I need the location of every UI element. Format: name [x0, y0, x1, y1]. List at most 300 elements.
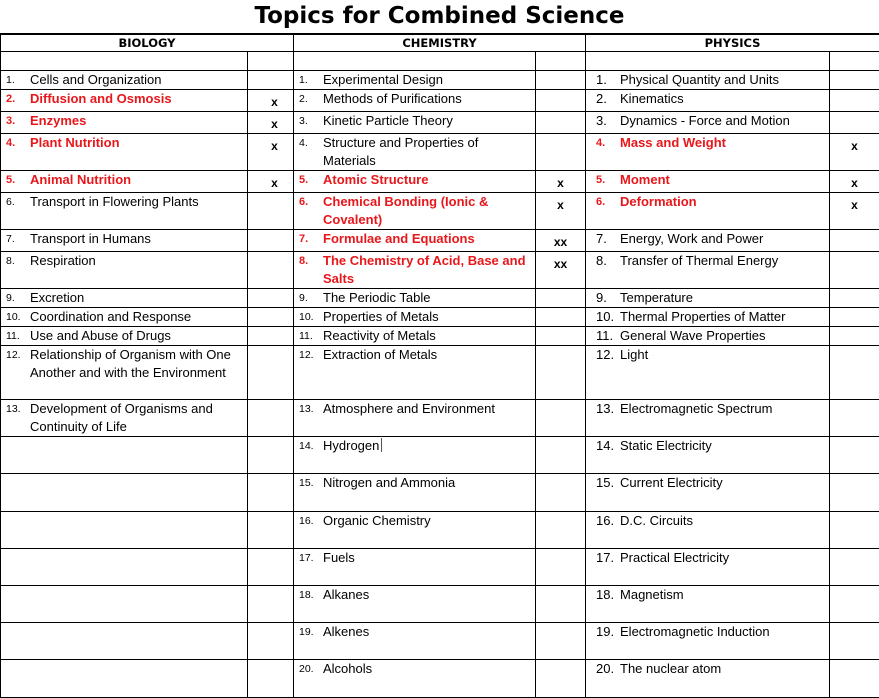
- chem-topic-cell: [294, 474, 536, 512]
- mark-x: x: [851, 137, 858, 155]
- bio-topic: [1, 308, 247, 326]
- topic-number: 10.: [294, 308, 323, 326]
- topic-number: 17.: [586, 549, 620, 567]
- mark-x: x: [851, 196, 858, 214]
- topic-number: 16.: [294, 512, 323, 530]
- topic-number: 11.: [1, 327, 30, 345]
- topic-name: Diffusion and Osmosis: [30, 91, 172, 106]
- topic-name: Atmosphere and Environment: [323, 401, 495, 416]
- chem-topic: [294, 586, 535, 604]
- text-cursor: [381, 438, 382, 452]
- table-row: [1, 134, 879, 171]
- chem-topic-cell: [294, 171, 536, 193]
- chem-topic: [294, 346, 535, 364]
- topic-number: 5.: [586, 171, 620, 189]
- topic-number: 4.: [1, 134, 30, 152]
- topic-name: Respiration: [30, 253, 96, 268]
- chem-topic: [294, 474, 535, 492]
- bio-mark-cell: [248, 289, 294, 308]
- phy-topic: [586, 586, 829, 604]
- chem-topic-cell: [294, 512, 536, 549]
- bio-topic-cell: [1, 586, 248, 623]
- topic-name: Energy, Work and Power: [620, 231, 763, 246]
- phy-topic-cell: [586, 549, 830, 586]
- bio-topic: [1, 90, 247, 108]
- phy-topic: [586, 437, 829, 455]
- chem-mark-cell: [536, 586, 586, 623]
- chem-topic: [294, 112, 535, 130]
- chem-topic: [294, 437, 535, 455]
- table-row: [1, 230, 879, 252]
- topic-number: 7.: [294, 230, 323, 248]
- phy-topic-cell: [586, 193, 830, 230]
- topic-name: The nuclear atom: [620, 661, 721, 676]
- phy-topic: [586, 660, 829, 678]
- mark-x: xx: [554, 233, 567, 251]
- topic-number: 20.: [586, 660, 620, 678]
- spacer-row: [1, 52, 879, 71]
- phy-mark-cell: [830, 400, 879, 437]
- topic-number: 1.: [294, 71, 323, 89]
- phy-mark-cell: [830, 586, 879, 623]
- bio-mark-cell: [248, 112, 294, 134]
- phy-topic: [586, 549, 829, 567]
- phy-mark-cell: [830, 112, 879, 134]
- empty-cell: [536, 52, 586, 71]
- chem-mark-cell: [536, 289, 586, 308]
- bio-mark-cell: [248, 437, 294, 474]
- chem-mark-cell: [536, 90, 586, 112]
- bio-topic-cell: [1, 90, 248, 112]
- topic-number: 20.: [294, 660, 323, 678]
- topic-name: Methods of Purifications: [323, 91, 462, 106]
- phy-topic: [586, 512, 829, 530]
- bio-topic-cell: [1, 437, 248, 474]
- topic-number: 12.: [1, 346, 30, 364]
- chem-mark-cell: [536, 512, 586, 549]
- topic-name: Practical Electricity: [620, 550, 729, 565]
- phy-topic-cell: [586, 134, 830, 171]
- bio-mark-cell: [248, 171, 294, 193]
- topic-number: 2.: [1, 90, 30, 108]
- topic-number: 6.: [586, 193, 620, 211]
- topic-name: Reactivity of Metals: [323, 328, 436, 343]
- chem-mark-cell: [536, 71, 586, 90]
- topic-name: Current Electricity: [620, 475, 723, 490]
- phy-topic-cell: [586, 400, 830, 437]
- topic-name: Animal Nutrition: [30, 172, 131, 187]
- table-row: [1, 660, 879, 698]
- table-row: [1, 327, 879, 346]
- table-row: [1, 308, 879, 327]
- chem-topic-cell: [294, 112, 536, 134]
- chem-topic-cell: [294, 586, 536, 623]
- bio-topic-cell: [1, 230, 248, 252]
- phy-topic: [586, 112, 829, 130]
- topic-name: Excretion: [30, 290, 84, 305]
- topic-name: Kinematics: [620, 91, 684, 106]
- chem-mark-cell: [536, 171, 586, 193]
- topic-number: 9.: [586, 289, 620, 307]
- phy-mark-cell: [830, 437, 879, 474]
- phy-topic-cell: [586, 660, 830, 698]
- table-row: [1, 623, 879, 660]
- bio-topic-cell: [1, 112, 248, 134]
- chem-mark-cell: [536, 327, 586, 346]
- chem-topic-cell: [294, 308, 536, 327]
- chem-topic: [294, 193, 535, 229]
- phy-topic: [586, 623, 829, 641]
- bio-mark-cell: [248, 71, 294, 90]
- chem-topic: [294, 289, 535, 307]
- bio-topic: [1, 171, 247, 189]
- empty-cell: [248, 52, 294, 71]
- chem-mark-cell: [536, 474, 586, 512]
- topic-number: 7.: [1, 230, 30, 248]
- bio-mark-cell: [248, 134, 294, 171]
- chem-topic: [294, 71, 535, 89]
- topic-name: Physical Quantity and Units: [620, 72, 779, 87]
- table-row: [1, 549, 879, 586]
- phy-topic-cell: [586, 252, 830, 289]
- phy-mark-cell: [830, 549, 879, 586]
- topic-number: 7.: [586, 230, 620, 248]
- chem-mark-cell: [536, 193, 586, 230]
- bio-mark-cell: [248, 193, 294, 230]
- chem-topic: [294, 400, 535, 418]
- phy-topic-cell: [586, 474, 830, 512]
- bio-topic-cell: [1, 171, 248, 193]
- bio-mark-cell: [248, 252, 294, 289]
- bio-topic-cell: [1, 660, 248, 698]
- biology-header: BIOLOGY: [1, 35, 294, 52]
- phy-mark-cell: [830, 327, 879, 346]
- topic-name: Formulae and Equations: [323, 231, 475, 246]
- bio-topic: [1, 134, 247, 152]
- topic-name: Deformation: [620, 194, 697, 209]
- phy-topic: [586, 230, 829, 248]
- topic-number: 19.: [294, 623, 323, 641]
- bio-mark-cell: [248, 400, 294, 437]
- phy-mark-cell: [830, 289, 879, 308]
- phy-topic: [586, 71, 829, 89]
- bio-topic-cell: [1, 327, 248, 346]
- chemistry-header: CHEMISTRY: [294, 35, 586, 52]
- phy-topic: [586, 327, 829, 345]
- empty-cell: [294, 52, 536, 71]
- topic-name: Transfer of Thermal Energy: [620, 253, 778, 268]
- chem-topic-cell: [294, 400, 536, 437]
- chem-mark-cell: [536, 346, 586, 400]
- phy-topic: [586, 289, 829, 307]
- bio-topic: [1, 230, 247, 248]
- table-row: [1, 289, 879, 308]
- chem-topic: [294, 171, 535, 189]
- phy-topic-cell: [586, 346, 830, 400]
- phy-topic-cell: [586, 623, 830, 660]
- chem-topic: [294, 327, 535, 345]
- topic-name: Cells and Organization: [30, 72, 162, 87]
- bio-topic: [1, 252, 247, 270]
- topic-number: 9.: [1, 289, 30, 307]
- phy-topic: [586, 171, 829, 189]
- topic-name: Nitrogen and Ammonia: [323, 475, 455, 490]
- topic-number: 4.: [586, 134, 620, 152]
- chem-topic-cell: [294, 549, 536, 586]
- phy-topic: [586, 134, 829, 152]
- bio-topic-cell: [1, 549, 248, 586]
- topic-name: Relationship of Organism with One Another and with the Environment: [30, 347, 231, 380]
- chem-topic: [294, 90, 535, 108]
- topic-number: 19.: [586, 623, 620, 641]
- chem-topic-cell: [294, 289, 536, 308]
- chem-topic-cell: [294, 623, 536, 660]
- topic-number: 2.: [586, 90, 620, 108]
- topic-number: 3.: [586, 112, 620, 130]
- phy-mark-cell: [830, 171, 879, 193]
- chem-topic-cell: [294, 437, 536, 474]
- topic-number: 16.: [586, 512, 620, 530]
- phy-topic-cell: [586, 112, 830, 134]
- phy-topic-cell: [586, 171, 830, 193]
- topic-number: 5.: [1, 171, 30, 189]
- mark-x: x: [851, 174, 858, 192]
- phy-topic-cell: [586, 90, 830, 112]
- topic-number: 13.: [294, 400, 323, 418]
- bio-topic-cell: [1, 134, 248, 171]
- topic-number: 6.: [294, 193, 323, 211]
- topic-name: Electromagnetic Induction: [620, 624, 770, 639]
- phy-mark-cell: [830, 90, 879, 112]
- phy-topic: [586, 252, 829, 270]
- mark-x: x: [271, 137, 278, 155]
- phy-topic: [586, 193, 829, 211]
- topic-name: Fuels: [323, 550, 355, 565]
- bio-mark-cell: [248, 623, 294, 660]
- phy-mark-cell: [830, 230, 879, 252]
- phy-topic: [586, 90, 829, 108]
- page-title: Topics for Combined Science: [0, 0, 879, 34]
- topic-number: 17.: [294, 549, 323, 567]
- bio-topic-cell: [1, 71, 248, 90]
- phy-topic-cell: [586, 230, 830, 252]
- header-row: [1, 35, 879, 52]
- topic-number: 8.: [586, 252, 620, 270]
- bio-topic: [1, 400, 247, 436]
- bio-topic-cell: [1, 252, 248, 289]
- phy-mark-cell: [830, 623, 879, 660]
- topic-name: Static Electricity: [620, 438, 712, 453]
- chem-topic-cell: [294, 71, 536, 90]
- topic-number: 3.: [294, 112, 323, 130]
- phy-topic-cell: [586, 437, 830, 474]
- phy-mark-cell: [830, 512, 879, 549]
- topic-name: Alkanes: [323, 587, 369, 602]
- topic-name: Properties of Metals: [323, 309, 439, 324]
- topic-name: Enzymes: [30, 113, 86, 128]
- topic-name: Kinetic Particle Theory: [323, 113, 453, 128]
- chem-mark-cell: [536, 400, 586, 437]
- phy-mark-cell: [830, 71, 879, 90]
- topic-name: Dynamics - Force and Motion: [620, 113, 790, 128]
- topic-name: Atomic Structure: [323, 172, 428, 187]
- phy-mark-cell: [830, 134, 879, 171]
- phy-topic: [586, 400, 829, 418]
- topic-name: Temperature: [620, 290, 693, 305]
- topic-name: Alcohols: [323, 661, 372, 676]
- table-row: [1, 400, 879, 437]
- chem-topic: [294, 623, 535, 641]
- bio-topic: [1, 71, 247, 89]
- topic-number: 13.: [1, 400, 30, 418]
- topic-name: Chemical Bonding (Ionic & Covalent): [323, 194, 488, 227]
- bio-mark-cell: [248, 346, 294, 400]
- topic-name: Thermal Properties of Matter: [620, 309, 785, 324]
- empty-cell: [1, 52, 248, 71]
- topic-number: 14.: [294, 437, 323, 455]
- chem-mark-cell: [536, 549, 586, 586]
- phy-topic-cell: [586, 586, 830, 623]
- table-row: [1, 171, 879, 193]
- topic-number: 12.: [586, 346, 620, 364]
- chem-topic-cell: [294, 90, 536, 112]
- empty-cell: [586, 52, 830, 71]
- topic-number: 2.: [294, 90, 323, 108]
- chem-topic-cell: [294, 230, 536, 252]
- phy-topic: [586, 308, 829, 326]
- topic-name: Light: [620, 347, 648, 362]
- table-row: [1, 346, 879, 400]
- topic-name: Coordination and Response: [30, 309, 191, 324]
- chem-topic: [294, 134, 535, 170]
- table-row: [1, 586, 879, 623]
- topic-number: 12.: [294, 346, 323, 364]
- phy-mark-cell: [830, 346, 879, 400]
- bio-mark-cell: [248, 549, 294, 586]
- topic-name: Electromagnetic Spectrum: [620, 401, 772, 416]
- phy-mark-cell: [830, 193, 879, 230]
- topic-number: 11.: [294, 327, 323, 345]
- chem-topic: [294, 308, 535, 326]
- topic-number: 10.: [586, 308, 620, 326]
- physics-header: PHYSICS: [586, 35, 879, 52]
- phy-mark-cell: [830, 252, 879, 289]
- phy-topic: [586, 346, 829, 364]
- chem-mark-cell: [536, 252, 586, 289]
- bio-topic-cell: [1, 474, 248, 512]
- bio-mark-cell: [248, 230, 294, 252]
- topic-name: Experimental Design: [323, 72, 443, 87]
- bio-topic-cell: [1, 346, 248, 400]
- phy-topic-cell: [586, 512, 830, 549]
- topic-name: D.C. Circuits: [620, 513, 693, 528]
- topic-name: Moment: [620, 172, 670, 187]
- chem-mark-cell: [536, 112, 586, 134]
- chem-mark-cell: [536, 437, 586, 474]
- table-row: [1, 474, 879, 512]
- chem-topic: [294, 252, 535, 288]
- chem-mark-cell: [536, 230, 586, 252]
- bio-mark-cell: [248, 660, 294, 698]
- topic-number: 3.: [1, 112, 30, 130]
- topic-name: Plant Nutrition: [30, 135, 120, 150]
- table-row: [1, 71, 879, 90]
- chem-topic-cell: [294, 252, 536, 289]
- bio-topic-cell: [1, 623, 248, 660]
- topic-number: 10.: [1, 308, 30, 326]
- topic-number: 1.: [1, 71, 30, 89]
- topic-number: 18.: [586, 586, 620, 604]
- mark-x: xx: [554, 255, 567, 273]
- bio-topic: [1, 289, 247, 307]
- topic-name: The Chemistry of Acid, Base and Salts: [323, 253, 526, 286]
- topic-name: Alkenes: [323, 624, 369, 639]
- topic-number: 8.: [1, 252, 30, 270]
- topic-number: 15.: [294, 474, 323, 492]
- chem-topic: [294, 660, 535, 678]
- phy-mark-cell: [830, 308, 879, 327]
- table-row: [1, 90, 879, 112]
- topic-name: Magnetism: [620, 587, 684, 602]
- bio-topic-cell: [1, 193, 248, 230]
- bio-mark-cell: [248, 327, 294, 346]
- topic-name: The Periodic Table: [323, 290, 430, 305]
- topic-name: General Wave Properties: [620, 328, 765, 343]
- phy-topic-cell: [586, 308, 830, 327]
- bio-topic: [1, 346, 247, 382]
- mark-x: x: [557, 196, 564, 214]
- mark-x: x: [271, 93, 278, 111]
- topic-number: 1.: [586, 71, 620, 89]
- table-row: [1, 437, 879, 474]
- chem-topic: [294, 512, 535, 530]
- topic-number: 11.: [586, 327, 620, 345]
- bio-topic-cell: [1, 289, 248, 308]
- topic-name: Use and Abuse of Drugs: [30, 328, 171, 343]
- topic-number: 15.: [586, 474, 620, 492]
- table-row: [1, 512, 879, 549]
- topic-number: 4.: [294, 134, 323, 152]
- topic-name: Development of Organisms and Continuity of Life: [30, 401, 213, 434]
- topic-name: Transport in Flowering Plants: [30, 194, 199, 209]
- bio-topic-cell: [1, 400, 248, 437]
- bio-mark-cell: [248, 512, 294, 549]
- topic-number: 9.: [294, 289, 323, 307]
- chem-topic-cell: [294, 346, 536, 400]
- mark-x: x: [271, 115, 278, 133]
- phy-mark-cell: [830, 660, 879, 698]
- table-row: [1, 252, 879, 289]
- topic-name: Mass and Weight: [620, 135, 726, 150]
- topic-number: 13.: [586, 400, 620, 418]
- bio-topic-cell: [1, 512, 248, 549]
- mark-x: x: [557, 174, 564, 192]
- bio-topic: [1, 327, 247, 345]
- topic-number: 5.: [294, 171, 323, 189]
- bio-mark-cell: [248, 474, 294, 512]
- bio-mark-cell: [248, 90, 294, 112]
- empty-cell: [830, 52, 879, 71]
- table-row: [1, 112, 879, 134]
- chem-mark-cell: [536, 308, 586, 327]
- mark-x: x: [271, 174, 278, 192]
- topic-name: Transport in Humans: [30, 231, 151, 246]
- chem-topic-cell: [294, 193, 536, 230]
- bio-topic: [1, 112, 247, 130]
- topic-number: 8.: [294, 252, 323, 270]
- phy-topic-cell: [586, 289, 830, 308]
- chem-topic-cell: [294, 327, 536, 346]
